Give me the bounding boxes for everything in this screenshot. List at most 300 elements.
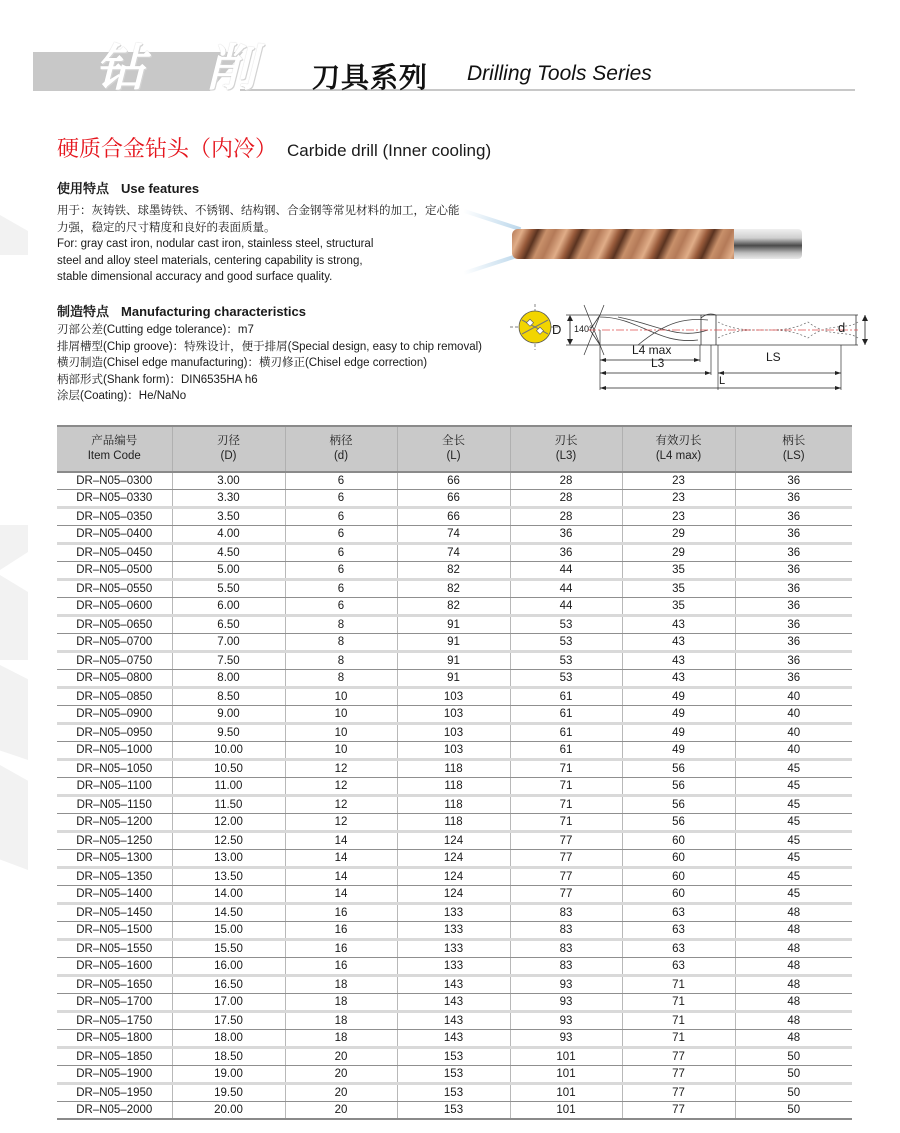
- cell-effective-flute-length: 60: [622, 868, 735, 886]
- cell-shank-length: 48: [735, 1012, 852, 1030]
- cell-flute-length: 61: [510, 706, 622, 724]
- cell-overall-length: 143: [397, 1030, 510, 1048]
- cell-shank-diameter: 18: [285, 976, 397, 994]
- cell-effective-flute-length: 71: [622, 994, 735, 1012]
- column-header-en: (L4 max): [655, 450, 702, 462]
- cell-effective-flute-length: 71: [622, 1012, 735, 1030]
- table-row: [57, 616, 852, 634]
- cell-overall-length: 91: [397, 652, 510, 670]
- cell-effective-flute-length: 29: [622, 526, 735, 544]
- table-row: [57, 724, 852, 742]
- cell-flute-length: 77: [510, 850, 622, 868]
- table-row: [57, 1030, 852, 1048]
- table-row: [57, 868, 852, 886]
- cell-effective-flute-length: 77: [622, 1048, 735, 1066]
- cell-cutting-diameter: 4.50: [172, 544, 285, 562]
- cell-shank-diameter: 18: [285, 1030, 397, 1048]
- label-angle: 140°: [574, 324, 593, 334]
- cell-cutting-diameter: 10.50: [172, 760, 285, 778]
- cell-shank-length: 48: [735, 940, 852, 958]
- cell-cutting-diameter: 11.50: [172, 796, 285, 814]
- label-D: D: [552, 322, 562, 337]
- cell-overall-length: 82: [397, 562, 510, 580]
- use-features-line: 力强，稳定的尺寸精度和良好的表面质量。: [57, 221, 276, 234]
- cell-flute-length: 61: [510, 742, 622, 760]
- cell-shank-diameter: 6: [285, 544, 397, 562]
- column-header-cn: 刃长: [554, 435, 578, 447]
- cell-shank-diameter: 16: [285, 922, 397, 940]
- cell-overall-length: 124: [397, 850, 510, 868]
- cell-cutting-diameter: 6.00: [172, 598, 285, 616]
- cell-flute-length: 53: [510, 670, 622, 688]
- cell-shank-diameter: 6: [285, 580, 397, 598]
- cell-item-code: DR–N05–1750: [57, 1012, 172, 1030]
- cell-shank-length: 45: [735, 886, 852, 904]
- cell-cutting-diameter: 19.50: [172, 1084, 285, 1102]
- cell-cutting-diameter: 4.00: [172, 526, 285, 544]
- table-row: [57, 904, 852, 922]
- side-tab-welding: [0, 665, 28, 760]
- cell-item-code: DR–N05–1450: [57, 904, 172, 922]
- cell-item-code: DR–N05–0600: [57, 598, 172, 616]
- cell-shank-diameter: 10: [285, 742, 397, 760]
- cell-effective-flute-length: 23: [622, 508, 735, 526]
- cell-shank-length: 50: [735, 1102, 852, 1120]
- cell-cutting-diameter: 8.50: [172, 688, 285, 706]
- cell-flute-length: 53: [510, 652, 622, 670]
- cell-cutting-diameter: 14.00: [172, 886, 285, 904]
- cell-shank-diameter: 12: [285, 796, 397, 814]
- cell-shank-length: 40: [735, 724, 852, 742]
- cell-item-code: DR–N05–0450: [57, 544, 172, 562]
- cell-shank-diameter: 14: [285, 868, 397, 886]
- cell-effective-flute-length: 23: [622, 490, 735, 508]
- cell-flute-length: 71: [510, 814, 622, 832]
- table-row: [57, 922, 852, 940]
- cell-flute-length: 77: [510, 868, 622, 886]
- cell-shank-diameter: 10: [285, 706, 397, 724]
- label-L4: L4 max: [632, 343, 672, 357]
- cell-flute-length: 93: [510, 994, 622, 1012]
- cell-item-code: DR–N05–0900: [57, 706, 172, 724]
- cell-flute-length: 36: [510, 544, 622, 562]
- cell-overall-length: 66: [397, 490, 510, 508]
- cell-overall-length: 124: [397, 886, 510, 904]
- cell-flute-length: 83: [510, 940, 622, 958]
- cell-cutting-diameter: 19.00: [172, 1066, 285, 1084]
- cell-flute-length: 61: [510, 724, 622, 742]
- cell-effective-flute-length: 43: [622, 634, 735, 652]
- cell-item-code: DR–N05–1600: [57, 958, 172, 976]
- cell-item-code: DR–N05–0300: [57, 472, 172, 490]
- cell-flute-length: 71: [510, 760, 622, 778]
- use-features-line: For: gray cast iron, nodular cast iron, stainless steel, structural: [57, 238, 374, 250]
- side-tab-drilling: [0, 215, 28, 255]
- side-tab-blank: [0, 525, 28, 570]
- cell-overall-length: 124: [397, 832, 510, 850]
- table-row: [57, 562, 852, 580]
- column-header-en: (LS): [782, 450, 805, 462]
- table-row: [57, 1012, 852, 1030]
- cell-cutting-diameter: 7.00: [172, 634, 285, 652]
- column-header-effective-flute-length: [622, 426, 735, 472]
- cell-effective-flute-length: 35: [622, 580, 735, 598]
- table-row: [57, 1048, 852, 1066]
- cell-shank-diameter: 14: [285, 850, 397, 868]
- cell-cutting-diameter: 15.50: [172, 940, 285, 958]
- cell-effective-flute-length: 43: [622, 652, 735, 670]
- cell-overall-length: 91: [397, 616, 510, 634]
- cell-cutting-diameter: 12.50: [172, 832, 285, 850]
- cell-item-code: DR–N05–2000: [57, 1102, 172, 1120]
- cell-item-code: DR–N05–1950: [57, 1084, 172, 1102]
- cell-overall-length: 124: [397, 868, 510, 886]
- drill-dimension-diagram: [508, 300, 868, 390]
- cell-cutting-diameter: 7.50: [172, 652, 285, 670]
- cell-cutting-diameter: 17.00: [172, 994, 285, 1012]
- manufacturing-heading-cn: 制造特点: [57, 304, 110, 319]
- cell-shank-diameter: 8: [285, 670, 397, 688]
- cell-effective-flute-length: 77: [622, 1102, 735, 1120]
- table-row: [57, 688, 852, 706]
- cell-overall-length: 153: [397, 1102, 510, 1120]
- cell-effective-flute-length: 43: [622, 616, 735, 634]
- manufacturing-line: 涂层(Coating)：He/NaNo: [57, 390, 187, 402]
- dimension-diagram-svg: [508, 300, 868, 390]
- cell-cutting-diameter: 12.00: [172, 814, 285, 832]
- cell-shank-diameter: 12: [285, 778, 397, 796]
- cell-overall-length: 143: [397, 994, 510, 1012]
- cell-shank-diameter: 6: [285, 472, 397, 490]
- cell-effective-flute-length: 71: [622, 1030, 735, 1048]
- cell-shank-length: 36: [735, 490, 852, 508]
- table-row: [57, 994, 852, 1012]
- cell-item-code: DR–N05–1100: [57, 778, 172, 796]
- cell-shank-diameter: 10: [285, 724, 397, 742]
- cell-overall-length: 153: [397, 1066, 510, 1084]
- header-title-en: Drilling Tools Series: [467, 62, 652, 85]
- cell-shank-diameter: 8: [285, 634, 397, 652]
- column-header-cutting-diameter: [172, 426, 285, 472]
- table-row: [57, 1084, 852, 1102]
- cell-flute-length: 101: [510, 1048, 622, 1066]
- table-row: [57, 580, 852, 598]
- cell-cutting-diameter: 15.00: [172, 922, 285, 940]
- cell-shank-length: 36: [735, 616, 852, 634]
- cell-effective-flute-length: 56: [622, 796, 735, 814]
- cell-shank-diameter: 10: [285, 688, 397, 706]
- use-features-line: steel and alloy steel materials, centering capability is strong,: [57, 254, 363, 267]
- cell-flute-length: 83: [510, 904, 622, 922]
- column-header-cn: 柄径: [329, 435, 353, 447]
- table-row: [57, 850, 852, 868]
- cell-item-code: DR–N05–0650: [57, 616, 172, 634]
- label-L: L: [719, 375, 726, 387]
- cell-item-code: DR–N05–1200: [57, 814, 172, 832]
- cell-item-code: DR–N05–1000: [57, 742, 172, 760]
- cell-shank-length: 36: [735, 544, 852, 562]
- cell-overall-length: 82: [397, 598, 510, 616]
- cell-effective-flute-length: 60: [622, 886, 735, 904]
- cell-cutting-diameter: 16.50: [172, 976, 285, 994]
- cell-effective-flute-length: 35: [622, 598, 735, 616]
- cell-cutting-diameter: 11.00: [172, 778, 285, 796]
- column-header-cn: 全长: [442, 435, 465, 447]
- table-row: [57, 958, 852, 976]
- column-header-en: (L3): [555, 450, 577, 462]
- cell-shank-diameter: 14: [285, 832, 397, 850]
- cell-item-code: DR–N05–0330: [57, 490, 172, 508]
- cell-effective-flute-length: 56: [622, 778, 735, 796]
- cell-flute-length: 71: [510, 778, 622, 796]
- cell-shank-diameter: 20: [285, 1084, 397, 1102]
- cell-shank-diameter: 16: [285, 940, 397, 958]
- spec-table: [57, 425, 852, 1120]
- side-tab-nonstandard: [0, 765, 28, 870]
- cell-cutting-diameter: 18.00: [172, 1030, 285, 1048]
- cell-shank-diameter: 6: [285, 562, 397, 580]
- cell-cutting-diameter: 8.00: [172, 670, 285, 688]
- cell-overall-length: 74: [397, 544, 510, 562]
- cell-overall-length: 118: [397, 814, 510, 832]
- use-features-heading: [57, 178, 199, 197]
- manufacturing-line: 排屑槽型(Chip groove)：特殊设计，便于排屑(Special design, easy to chip removal): [57, 340, 482, 353]
- use-features-heading-en: Use features: [121, 181, 200, 196]
- cell-effective-flute-length: 63: [622, 922, 735, 940]
- cell-shank-length: 45: [735, 796, 852, 814]
- cell-effective-flute-length: 56: [622, 814, 735, 832]
- cell-overall-length: 82: [397, 580, 510, 598]
- cell-item-code: DR–N05–1250: [57, 832, 172, 850]
- column-header-cn: 柄长: [782, 435, 806, 447]
- cell-overall-length: 118: [397, 796, 510, 814]
- cell-item-code: DR–N05–1700: [57, 994, 172, 1012]
- cell-flute-length: 101: [510, 1066, 622, 1084]
- cell-cutting-diameter: 14.50: [172, 904, 285, 922]
- cell-item-code: DR–N05–1900: [57, 1066, 172, 1084]
- cell-effective-flute-length: 43: [622, 670, 735, 688]
- cell-item-code: DR–N05–1650: [57, 976, 172, 994]
- cell-shank-diameter: 14: [285, 886, 397, 904]
- cell-effective-flute-length: 49: [622, 724, 735, 742]
- column-header-item-code: [57, 426, 172, 472]
- cell-cutting-diameter: 13.00: [172, 850, 285, 868]
- cell-item-code: DR–N05–0750: [57, 652, 172, 670]
- cell-item-code: DR–N05–1500: [57, 922, 172, 940]
- table-row: [57, 472, 852, 490]
- cell-shank-length: 36: [735, 526, 852, 544]
- cell-shank-length: 36: [735, 580, 852, 598]
- cell-shank-diameter: 8: [285, 652, 397, 670]
- coolant-spray-upper: [463, 209, 521, 231]
- cell-cutting-diameter: 16.00: [172, 958, 285, 976]
- table-row: [57, 742, 852, 760]
- cell-item-code: DR–N05–0400: [57, 526, 172, 544]
- cell-effective-flute-length: 56: [622, 760, 735, 778]
- manufacturing-heading: [57, 301, 306, 320]
- table-row: [57, 706, 852, 724]
- table-row: [57, 490, 852, 508]
- column-header-shank-length: [735, 426, 852, 472]
- cell-flute-length: 28: [510, 490, 622, 508]
- cell-shank-length: 48: [735, 922, 852, 940]
- cell-shank-diameter: 18: [285, 994, 397, 1012]
- cell-cutting-diameter: 5.50: [172, 580, 285, 598]
- table-row: [57, 760, 852, 778]
- cell-overall-length: 103: [397, 688, 510, 706]
- cell-overall-length: 74: [397, 526, 510, 544]
- cell-shank-length: 45: [735, 760, 852, 778]
- cell-cutting-diameter: 3.30: [172, 490, 285, 508]
- cell-flute-length: 44: [510, 580, 622, 598]
- cell-shank-diameter: 12: [285, 760, 397, 778]
- cell-overall-length: 103: [397, 742, 510, 760]
- label-LS: LS: [766, 350, 781, 364]
- cell-shank-length: 48: [735, 904, 852, 922]
- cell-flute-length: 101: [510, 1102, 622, 1120]
- column-header-en: (L): [446, 450, 461, 462]
- label-L3: L3: [651, 356, 665, 370]
- cell-shank-diameter: 6: [285, 598, 397, 616]
- column-header-en: (d): [333, 450, 349, 462]
- manufacturing-text: [57, 322, 482, 405]
- manufacturing-line: 柄部形式(Shank form)：DIN6535HA h6: [57, 373, 258, 386]
- cell-effective-flute-length: 77: [622, 1066, 735, 1084]
- cell-shank-length: 36: [735, 562, 852, 580]
- spec-table-body: [57, 472, 852, 1119]
- use-features-line: stable dimensional accuracy and good surface quality.: [57, 271, 333, 283]
- cell-shank-length: 50: [735, 1048, 852, 1066]
- cell-cutting-diameter: 3.50: [172, 508, 285, 526]
- cell-shank-length: 40: [735, 706, 852, 724]
- cell-item-code: DR–N05–1350: [57, 868, 172, 886]
- table-row: [57, 544, 852, 562]
- cell-item-code: DR–N05–1850: [57, 1048, 172, 1066]
- cell-shank-length: 36: [735, 472, 852, 490]
- cell-shank-length: 48: [735, 1030, 852, 1048]
- cell-item-code: DR–N05–1550: [57, 940, 172, 958]
- table-row: [57, 1102, 852, 1120]
- column-header-en: Item Code: [87, 450, 141, 462]
- table-row: [57, 598, 852, 616]
- cell-shank-length: 48: [735, 994, 852, 1012]
- cell-shank-diameter: 8: [285, 616, 397, 634]
- cell-effective-flute-length: 23: [622, 472, 735, 490]
- cell-shank-length: 45: [735, 814, 852, 832]
- cell-shank-length: 45: [735, 832, 852, 850]
- cell-overall-length: 143: [397, 1012, 510, 1030]
- product-title-en: Carbide drill (Inner cooling): [287, 141, 492, 160]
- cell-cutting-diameter: 10.00: [172, 742, 285, 760]
- cell-item-code: DR–N05–0500: [57, 562, 172, 580]
- cell-overall-length: 133: [397, 904, 510, 922]
- cell-cutting-diameter: 13.50: [172, 868, 285, 886]
- cell-shank-length: 36: [735, 634, 852, 652]
- cell-flute-length: 36: [510, 526, 622, 544]
- cell-overall-length: 118: [397, 760, 510, 778]
- cell-effective-flute-length: 29: [622, 544, 735, 562]
- table-row: [57, 814, 852, 832]
- column-header-shank-diameter: [285, 426, 397, 472]
- cell-effective-flute-length: 49: [622, 688, 735, 706]
- cell-shank-length: 40: [735, 742, 852, 760]
- cell-cutting-diameter: 9.00: [172, 706, 285, 724]
- column-header-flute-length: [510, 426, 622, 472]
- cell-flute-length: 93: [510, 976, 622, 994]
- use-features-line: 用于：灰铸铁、球墨铸铁、不锈钢、结构钢、合金钢等常见材料的加工，定心能: [57, 205, 460, 217]
- table-row: [57, 670, 852, 688]
- cell-cutting-diameter: 20.00: [172, 1102, 285, 1120]
- cell-shank-length: 36: [735, 670, 852, 688]
- cell-shank-length: 36: [735, 598, 852, 616]
- cell-flute-length: 61: [510, 688, 622, 706]
- cell-shank-length: 36: [735, 652, 852, 670]
- cell-overall-length: 66: [397, 472, 510, 490]
- cell-cutting-diameter: 6.50: [172, 616, 285, 634]
- cell-cutting-diameter: 9.50: [172, 724, 285, 742]
- cell-flute-length: 53: [510, 616, 622, 634]
- cell-effective-flute-length: 49: [622, 706, 735, 724]
- cell-flute-length: 77: [510, 832, 622, 850]
- cell-shank-length: 50: [735, 1084, 852, 1102]
- cell-shank-diameter: 16: [285, 958, 397, 976]
- table-row: [57, 976, 852, 994]
- cell-cutting-diameter: 5.00: [172, 562, 285, 580]
- cell-shank-length: 45: [735, 850, 852, 868]
- cell-cutting-diameter: 18.50: [172, 1048, 285, 1066]
- cell-overall-length: 133: [397, 958, 510, 976]
- cell-flute-length: 83: [510, 958, 622, 976]
- cell-shank-diameter: 20: [285, 1066, 397, 1084]
- label-d: d: [838, 320, 846, 335]
- cell-item-code: DR–N05–0350: [57, 508, 172, 526]
- cell-item-code: DR–N05–0550: [57, 580, 172, 598]
- column-header-overall-length: [397, 426, 510, 472]
- cell-shank-length: 48: [735, 958, 852, 976]
- cell-shank-length: 45: [735, 868, 852, 886]
- cell-overall-length: 103: [397, 724, 510, 742]
- cell-item-code: DR–N05–1800: [57, 1030, 172, 1048]
- table-row: [57, 886, 852, 904]
- cell-overall-length: 91: [397, 670, 510, 688]
- table-row: [57, 652, 852, 670]
- table-row: [57, 508, 852, 526]
- cell-shank-diameter: 6: [285, 490, 397, 508]
- side-tab-threading: [0, 575, 28, 660]
- cell-shank-length: 40: [735, 688, 852, 706]
- cell-shank-diameter: 20: [285, 1102, 397, 1120]
- header-title-cn: 刀具系列: [312, 62, 429, 93]
- drill-product-image: [512, 229, 802, 259]
- cell-effective-flute-length: 60: [622, 832, 735, 850]
- manufacturing-heading-en: Manufacturing characteristics: [121, 304, 306, 319]
- cell-item-code: DR–N05–1300: [57, 850, 172, 868]
- cell-shank-length: 36: [735, 508, 852, 526]
- table-row: [57, 778, 852, 796]
- cell-overall-length: 133: [397, 940, 510, 958]
- cell-shank-diameter: 16: [285, 904, 397, 922]
- cell-overall-length: 118: [397, 778, 510, 796]
- manufacturing-line: 横刃制造(Chisel edge manufacturing)：横刃修正(Chisel edge correction): [57, 357, 428, 369]
- cell-item-code: DR–N05–0700: [57, 634, 172, 652]
- cell-item-code: DR–N05–0950: [57, 724, 172, 742]
- cell-flute-length: 28: [510, 472, 622, 490]
- spec-table-header: [57, 426, 852, 472]
- table-row: [57, 1066, 852, 1084]
- header-calligraphy: 钻 削: [95, 38, 279, 97]
- cell-effective-flute-length: 35: [622, 562, 735, 580]
- cell-flute-length: 44: [510, 598, 622, 616]
